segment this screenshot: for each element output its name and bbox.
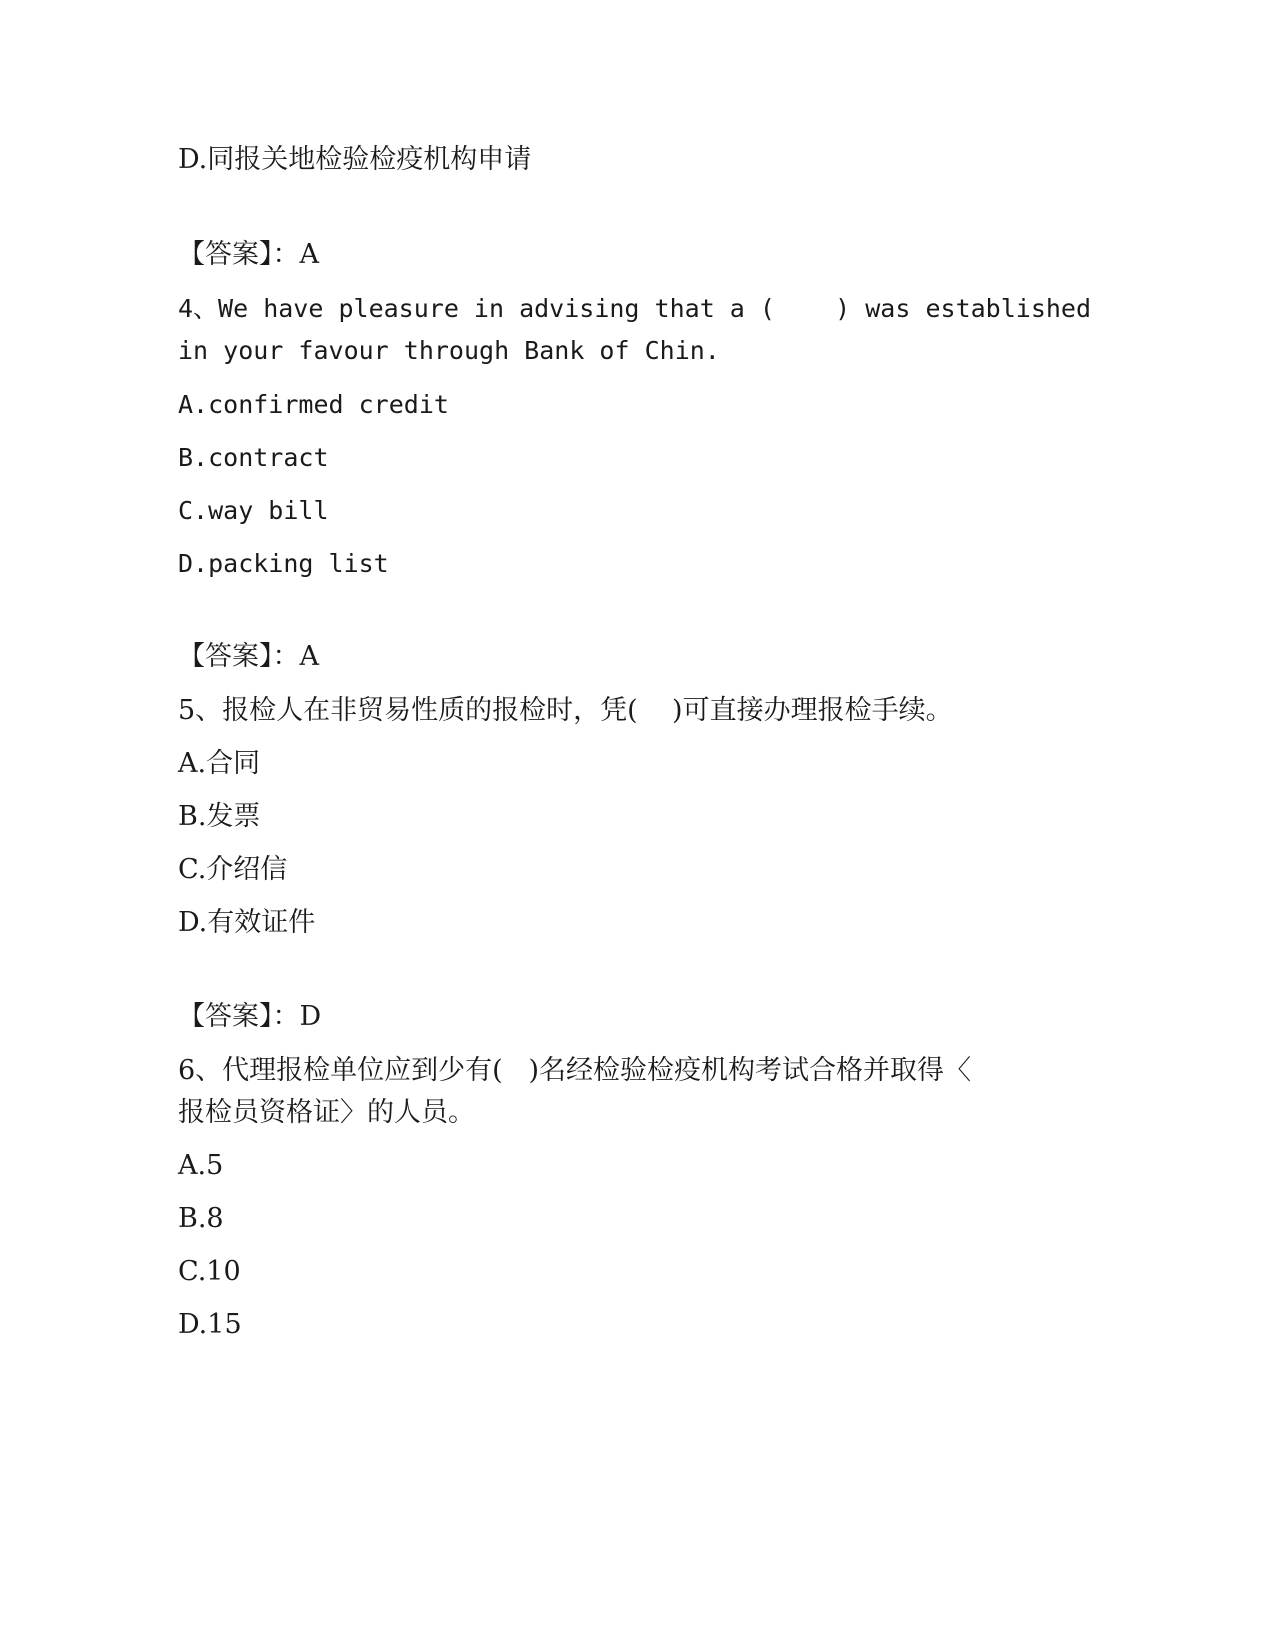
question-6-text-line1: 6、代理报检单位应到少有( )名经检验检疫机构考试合格并取得〈 xyxy=(178,1055,971,1086)
question-5-option-b: B.发票 xyxy=(178,801,261,832)
question-6-option-d: D.15 xyxy=(178,1309,242,1340)
question-4-option-a: A.confirmed credit xyxy=(178,390,449,419)
question-4-answer: 【答案】：A xyxy=(178,641,319,672)
question-4-option-b: B.contract xyxy=(178,443,329,472)
question-5-answer: 【答案】：D xyxy=(178,1001,322,1032)
question-4-option-c: C.way bill xyxy=(178,496,329,525)
question-4-text-line2: in your favour through Bank of Chin. xyxy=(178,336,720,365)
question-6-option-c: C.10 xyxy=(178,1256,241,1287)
question-4-option-d: D.packing list xyxy=(178,549,389,578)
question-5-option-d: D.有效证件 xyxy=(178,907,316,938)
prev-answer: 【答案】：A xyxy=(178,239,319,270)
question-5-text: 5、报检人在非贸易性质的报检时，凭( )可直接办理报检手续。 xyxy=(178,695,953,726)
question-6-text-line2: 报检员资格证〉的人员。 xyxy=(178,1097,475,1128)
question-5-option-a: A.合同 xyxy=(178,748,261,779)
question-5-option-c: C.介绍信 xyxy=(178,854,288,885)
prev-option-d: D.同报关地检验检疫机构申请 xyxy=(178,144,532,175)
question-6-option-a: A.5 xyxy=(178,1150,224,1181)
question-6-option-b: B.8 xyxy=(178,1203,224,1234)
question-4-text-line1: 4、We have pleasure in advising that a ( ) was established xyxy=(178,294,1092,323)
